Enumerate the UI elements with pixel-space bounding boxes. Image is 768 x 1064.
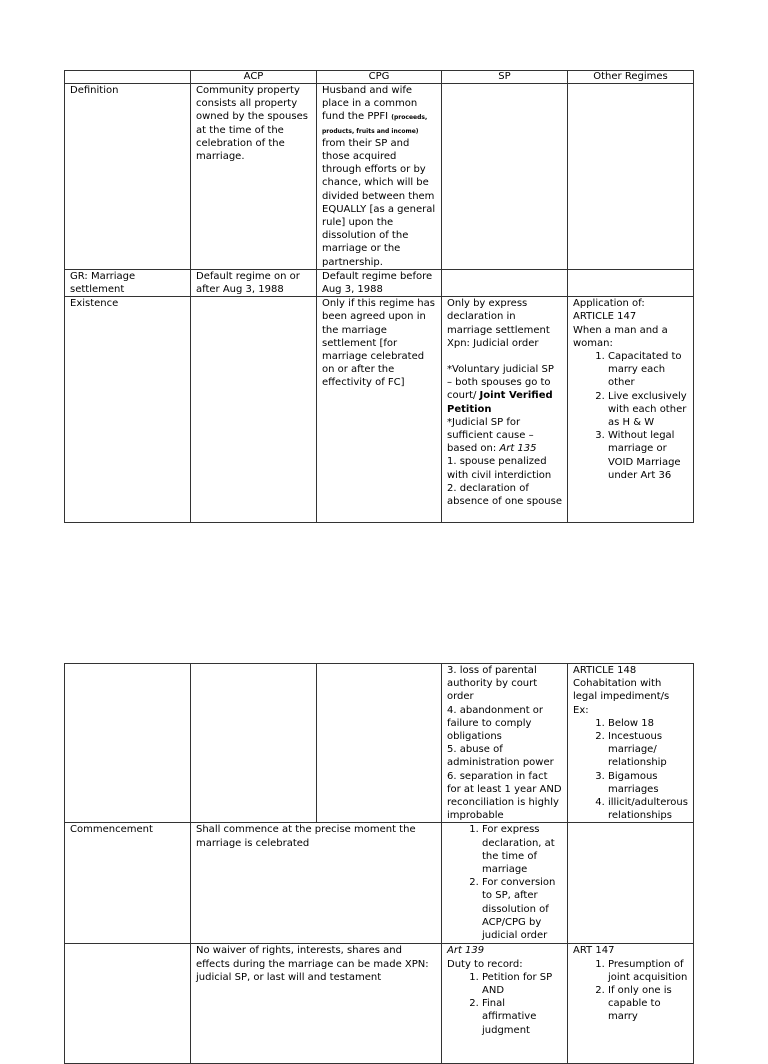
gr-cpg: Default regime before Aug 3, 1988 [317,269,442,296]
existence-label: Existence [65,297,191,523]
waiver-other [568,944,694,1064]
commencement-label: Commencement [65,823,191,944]
existence-sp-voluntary [447,363,562,416]
regimes-table-bottom [64,663,694,1064]
existence-acp [191,297,317,523]
cont-label [65,664,191,823]
header-other-regimes: Other Regimes [568,71,694,84]
list-item: 2. For conversion to SP, after dissolution of ACP/CPG by judicial order [482,876,562,942]
row-existence [65,297,694,523]
list-item: 1. Presumption of joint acquisition [608,958,688,984]
cont-acp [191,664,317,823]
existence-other-line-2: ARTICLE 147 [573,311,637,323]
row-commencement [65,823,694,944]
waiver-sp [442,944,568,1064]
list-item: 2. Live exclusively with each other as H & W [608,390,688,430]
header-acp: ACP [191,71,317,84]
row-waiver [65,944,694,1064]
header-sp: SP [442,71,568,84]
header-empty [65,71,191,84]
existence-sp [442,297,568,523]
list-item: 2. Incestuous marriage/ relationship [608,730,688,770]
definition-sp [442,84,568,270]
definition-cpg-ppfi-note: (proceeds, products, fruits and income) [322,114,428,135]
cont-other-line-2: Cohabitation with legal impediment/s [573,678,670,703]
commencement-sp [442,823,568,944]
definition-cpg [317,84,442,270]
existence-sp-line-6: 2. declaration of absence of one spouse [447,482,562,508]
waiver-sp-list [447,971,562,1037]
gr-acp: Default regime on or after Aug 3, 1988 [191,269,317,296]
existence-other-line-3: When a man and a woman: [573,324,668,349]
list-item: 1. Below 18 [608,717,688,730]
existence-sp-judicial [447,416,562,456]
existence-other [568,297,694,523]
existence-other-list [573,350,688,482]
gr-other [568,269,694,296]
waiver-other-list [573,958,688,1024]
row-gr-marriage-settlement [65,269,694,296]
existence-sp-line-1: Only by express declaration in marriage settlement [447,298,550,336]
cont-sp-line-5: 5. abuse of administration power [447,744,554,769]
definition-label: Definition [65,84,191,270]
list-item: 3. Without legal marriage or VOID Marriage under Art 36 [608,429,688,482]
row-definition [65,84,694,270]
existence-sp-line-2: Xpn: Judicial order [447,337,539,349]
existence-sp-art135: Art 135 [499,443,537,455]
commencement-sp-list [447,823,562,942]
waiver-label [65,944,191,1064]
definition-other [568,84,694,270]
cont-other-line-1: ARTICLE 148 [573,665,637,676]
cont-other-list [573,717,688,823]
cont-cpg [317,664,442,823]
existence-other-line-1: Application of: [573,298,645,310]
definition-acp: Community property consists all property owned by the spouses at the time of the celebration of the marriage. [191,84,317,270]
waiver-sp-duty: Duty to record: [447,958,523,970]
existence-sp-line-5: 1. spouse penalized with civil interdiction [447,456,552,481]
list-item: 1. Capacitated to marry each other [608,350,688,390]
waiver-acp-cpg: No waiver of rights, interests, shares and effects during the marriage can be made XPN: judicial SP, or last will and testament [191,944,442,1064]
list-item: 1. Petition for SP AND [482,971,562,997]
existence-sp-joint-petition: Joint Verified Petition [447,390,553,415]
row-existence-continued [65,664,694,823]
waiver-other-art147: ART 147 [573,945,615,957]
cont-sp [442,664,568,823]
existence-sp-judicial-text: *Judicial SP for sufficient cause – based on: [447,416,534,455]
list-item: 3. Bigamous marriages [608,770,688,796]
cont-sp-line-3: 3. loss of parental authority by court order [447,665,538,703]
list-item: 1. For express declaration, at the time of marriage [482,823,562,876]
waiver-sp-art139: Art 139 [447,945,485,957]
definition-cpg-text-b: from their SP and those acquired through efforts or by chance, which will be divided between them EQUALLY [as a general rule] upon the dissolution of the marriage or the partnership. [322,137,436,268]
list-item: 2. Final affirmative judgment [482,997,562,1037]
regimes-table-top [64,70,694,523]
cont-other [568,664,694,823]
list-item: 4. illicit/adulterous relationships [608,796,688,822]
table-header-row [65,71,694,84]
cont-sp-line-6: 6. separation in fact for at least 1 year AND reconciliation is highly improbable [447,770,562,822]
cont-sp-line-4: 4. abandonment or failure to comply obligations [447,704,544,743]
cont-other-line-3: Ex: [573,704,589,716]
gr-label: GR: Marriage settlement [65,269,191,296]
existence-cpg: Only if this regime has been agreed upon in the marriage settlement [for marriage celebrated on or after the effectivity of FC] [317,297,442,523]
definition-cpg-text-a: Husband and wife place in a common fund the PPFI [322,85,418,123]
commencement-acp-cpg: Shall commence at the precise moment the marriage is celebrated [191,823,442,944]
gr-sp [442,269,568,296]
commencement-other [568,823,694,944]
existence-sp-voluntary-text: *Voluntary judicial SP – both spouses go to court/ [447,364,554,402]
list-item: 2. If only one is capable to marry [608,984,688,1024]
header-cpg: CPG [317,71,442,84]
